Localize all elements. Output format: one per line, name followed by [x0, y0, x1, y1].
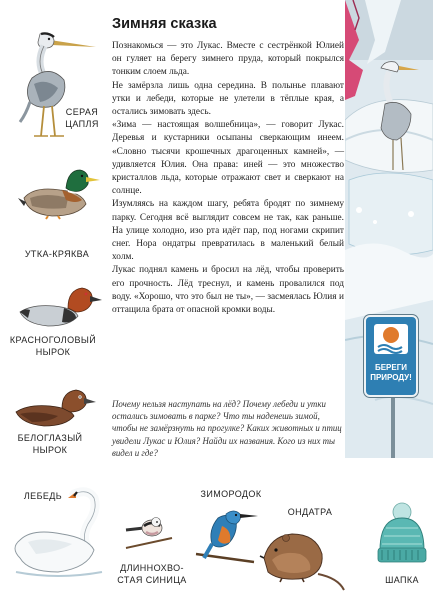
heron-label — [56, 106, 108, 130]
swan-illustration — [2, 484, 114, 582]
mallard-illustration — [16, 164, 104, 220]
ferruginous-label — [12, 432, 88, 456]
sign-text-line: ПРИРОДУ! — [370, 373, 412, 382]
swan-label: ЛЕБЕДЬ — [23, 491, 63, 501]
knitted-hat-illustration — [372, 500, 432, 568]
heron-label-line: ЦАПЛЯ — [65, 119, 99, 129]
pochard-label-line: НЫРОК — [35, 347, 71, 357]
ferruginous-label-line: НЫРОК — [32, 445, 68, 455]
kingfisher-label: ЗИМОРОДОК — [200, 489, 262, 499]
questions-text: Почему нельзя наступать на лёд? Почему лебеди и утки остались зимовать в парке? Что ты наденешь зимой, чтобы не замёрзнуть на прогулке? Каких животных и птиц увидели Лукас и Юлия? Найди их названия. Кого из них ты видел и где? — [112, 399, 342, 458]
story-paragraph: Познакомься — это Лукас. Вместе с сестрёнкой Юлией он гуляет на берегу зимнего пруда, который покрылся тонким слоем льда. — [112, 41, 344, 78]
pochard-label — [8, 334, 98, 358]
sign-text-line: БЕРЕГИ — [374, 363, 408, 372]
ferruginous-duck-illustration — [10, 386, 100, 430]
muskrat-illustration — [258, 520, 350, 592]
heron-label-line: СЕРАЯ — [65, 107, 99, 117]
story-paragraph: Лукас поднял камень и бросил на лёд, чтобы проверить его прочность. Лёд треснул, и камень провалился под воду. «Хорошо, что это был не ты», — засмеялась Юлия и оттащила брата от опасной кромки воды. — [112, 265, 344, 316]
story-paragraph: Не замёрзла лишь одна середина. В полынье плавают утки и лебеди, которые не улетели в тёплые края, а остались зимовать здесь. — [112, 80, 344, 118]
muskrat-label: ОНДАТРА — [287, 507, 333, 517]
story-paragraph: Изумляясь на каждом шагу, ребята бродят по зимнему парку. Сегодня всё выглядит совсем не так, как раньше. На улице холодно, изо рта идёт пар, под ногами скрипит снег. Нора ондатры превратилась в маленький белый холм. — [112, 199, 344, 263]
story-paragraph: «Зима — настоящая волшебница», — говорит Лукас. Деревья и кустарники осыпаны сверкающим инеем. «Словно тысячи крошечных драгоценных камней», — удивляется Юлия. Она права: иней — это множество кристаллов льда, которые отражают свет и сверкают на солнце. — [112, 120, 344, 197]
tit-label-line: СТАЯ СИНИЦА — [117, 575, 187, 585]
pochard-label-line: КРАСНОГОЛОВЫЙ — [9, 335, 97, 345]
tit-label — [112, 562, 192, 586]
ferruginous-label-line: БЕЛОГЛАЗЫЙ — [17, 433, 83, 443]
mallard-label: УТКА-КРЯКВА — [24, 249, 90, 259]
hat-label: ШАПКА — [385, 575, 419, 585]
sign-text — [369, 363, 413, 383]
page-title: Зимняя сказка — [112, 16, 217, 32]
story-text — [112, 40, 344, 317]
tit-label-line: ДЛИННОХВО- — [120, 563, 184, 573]
fish-water-icon — [368, 320, 414, 360]
protect-nature-sign — [364, 315, 418, 397]
long-tailed-tit-illustration — [122, 508, 176, 550]
kingfisher-illustration — [192, 500, 264, 566]
pochard-illustration — [14, 282, 104, 330]
